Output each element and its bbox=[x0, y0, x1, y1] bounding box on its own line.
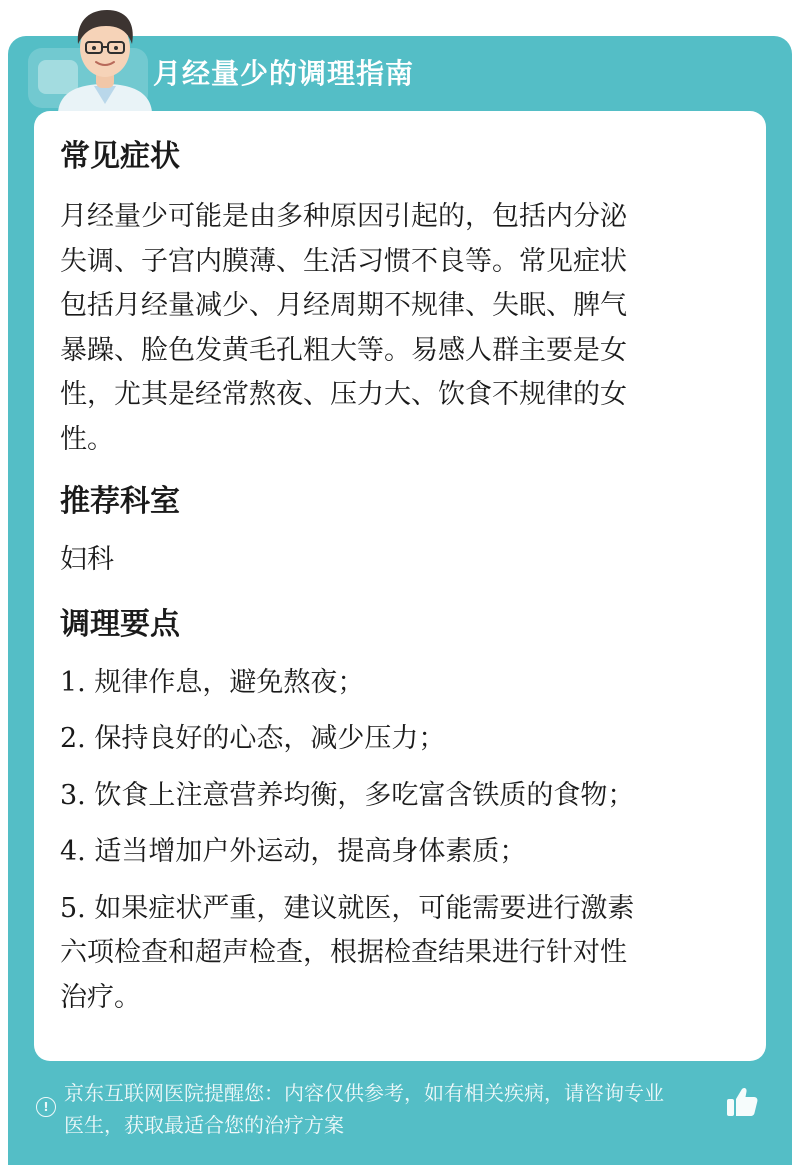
list-item-number: 3. bbox=[60, 779, 86, 811]
list-item-text: 适当增加户外运动，提高身体素质； bbox=[94, 836, 527, 867]
symptoms-line: 性，尤其是经常熬夜、压力大、饮食不规律的女 bbox=[60, 379, 627, 410]
list-item-text: 六项检查和超声检查，根据检查结果进行针对性 bbox=[60, 937, 627, 968]
symptoms-line: 暴躁、脸色发黄毛孔粗大等。易感人群主要是女 bbox=[60, 334, 627, 366]
list-item-number: 2. bbox=[60, 723, 86, 754]
key-points-list bbox=[60, 661, 728, 1021]
list-item bbox=[60, 830, 728, 875]
symptoms-line: 月经量少可能是由多种原因引起的，包括内分泌 bbox=[60, 201, 627, 232]
department-heading: 推荐科室 bbox=[60, 484, 180, 519]
footer-line: 医生，获取最适合您的治疗方案 bbox=[64, 1113, 344, 1137]
footer-disclaimer bbox=[64, 1077, 724, 1141]
symptoms-line: 失调、子宫内膜薄、生活习惯不良等。常见症状 bbox=[60, 245, 627, 277]
list-item-number: 5. bbox=[60, 892, 86, 924]
footer-line: 京东互联网医院提醒您：内容仅供参考，如有相关疾病，请咨询专业 bbox=[64, 1081, 664, 1105]
content-body bbox=[60, 135, 728, 1032]
list-item bbox=[60, 887, 728, 1021]
page-title: 月经量少的调理指南 bbox=[153, 57, 415, 90]
list-item-text: 饮食上注意营养均衡，多吃富含铁质的食物； bbox=[94, 779, 635, 811]
list-item-number: 1. bbox=[60, 666, 86, 698]
list-item bbox=[60, 661, 728, 706]
symptoms-line: 包括月经量减少、月经周期不规律、失眠、脾气 bbox=[60, 290, 627, 321]
list-item-number: 4. bbox=[60, 836, 86, 867]
list-item-text: 规律作息，避免熬夜； bbox=[94, 666, 365, 698]
list-item bbox=[60, 717, 728, 762]
list-item-text: 保持良好的心态，减少压力； bbox=[94, 723, 446, 754]
info-icon: ! bbox=[36, 1097, 56, 1117]
content-card bbox=[34, 111, 766, 1061]
symptoms-line: 性。 bbox=[60, 423, 114, 455]
list-item-text: 治疗。 bbox=[60, 981, 141, 1013]
doctor-avatar-icon bbox=[50, 0, 160, 112]
key-points-heading: 调理要点 bbox=[60, 606, 180, 642]
symptoms-heading: 常见症状 bbox=[60, 139, 180, 174]
thumbs-up-icon[interactable] bbox=[724, 1084, 760, 1120]
department-value: 妇科 bbox=[60, 544, 114, 575]
symptoms-text bbox=[60, 195, 728, 462]
list-item bbox=[60, 774, 728, 819]
list-item-text: 如果症状严重，建议就医，可能需要进行激素 bbox=[94, 892, 635, 924]
